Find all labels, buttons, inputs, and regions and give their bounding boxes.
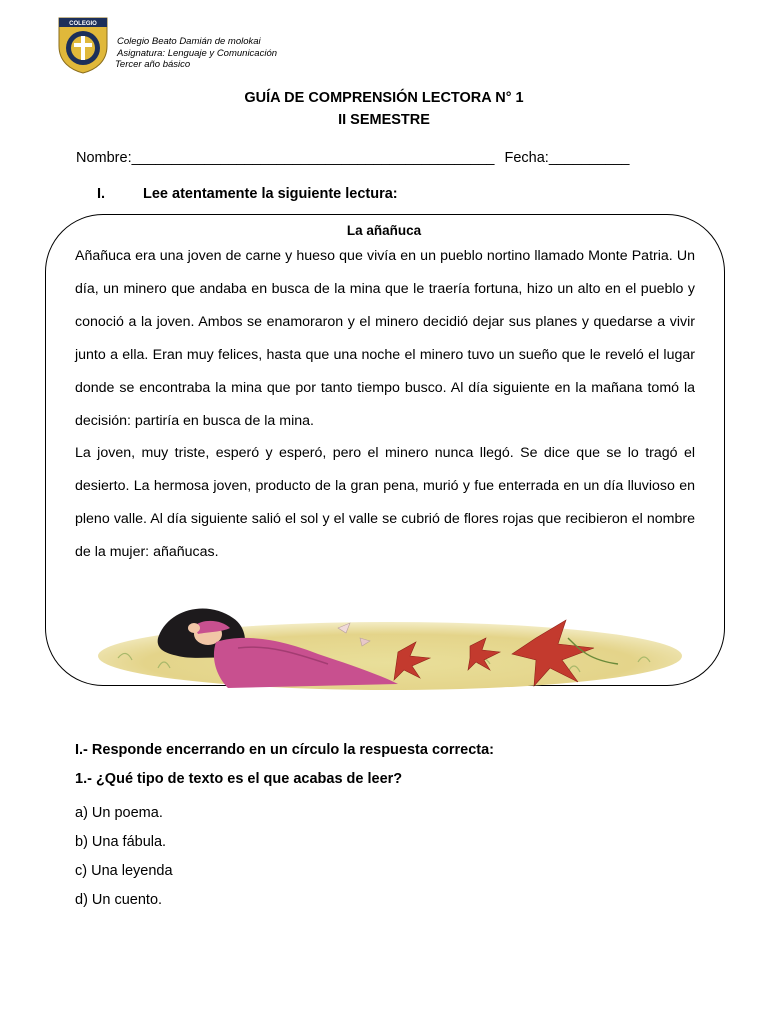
- option-a[interactable]: a) Un poema.: [75, 805, 163, 821]
- subject-line: Asignatura: Lenguaje y Comunicación: [117, 47, 278, 59]
- school-crest-logo: [57, 16, 109, 74]
- option-c[interactable]: c) Una leyenda: [75, 863, 173, 879]
- story-paragraph: Añañuca era una joven de carne y hueso que vivía en un pueblo nortino llamado Monte Patria. Un día, un minero que andaba en busca de la mina que le traería fortuna, hizo un alto en el pueblo y conoció a la joven. Ambos se enamoraron y el minero decidió dejar sus planes y quedarse a vivir junto a ella. Eran muy felices, hasta que una noche el minero tuvo un sueño que le reveló el lugar donde se encontraba la mina que por tanto tiempo busco. Al día siguiente en la mañana tomó la decisión: partiría en busca de la mina.: [75, 248, 695, 429]
- story-title: La añañuca: [346, 223, 422, 238]
- name-date-row: [76, 150, 629, 166]
- school-info: [117, 36, 277, 71]
- grade-line: Tercer año básico: [115, 59, 191, 70]
- story-text: [75, 240, 695, 569]
- name-field[interactable]: Nombre:_____________________________________________: [76, 150, 495, 166]
- story-paragraph: La joven, muy triste, esperó y esperó, pero el minero nunca llegó. Se dice que se lo tragó el desierto. La hermosa joven, producto de la gran pena, murió y fue enterrada en un día lluvioso en pleno valle. Al día siguiente salió el sol y el valle se cubrió de flores rojas que recibieron el nombre de la mujer: añañucas.: [75, 445, 695, 561]
- option-b[interactable]: b) Una fábula.: [75, 834, 167, 850]
- logo-label: COLEGIO: [69, 21, 97, 27]
- semester-title: II SEMESTRE: [338, 112, 430, 128]
- section-1-instruction: Lee atentamente la siguiente lectura:: [143, 186, 398, 202]
- question-1: 1.- ¿Qué tipo de texto es el que acabas de leer?: [75, 771, 403, 787]
- option-d[interactable]: d) Un cuento.: [75, 892, 163, 908]
- story-illustration: [98, 598, 682, 690]
- school-name: Colegio Beato Damián de molokai: [117, 36, 261, 47]
- date-field[interactable]: Fecha:__________: [504, 150, 630, 166]
- question-1-options: [75, 799, 173, 915]
- guide-title: GUÍA DE COMPRENSIÓN LECTORA N° 1: [244, 90, 524, 106]
- section-1-number: I.: [97, 186, 106, 202]
- questions-heading: I.- Responde encerrando en un círculo la respuesta correcta:: [75, 742, 495, 758]
